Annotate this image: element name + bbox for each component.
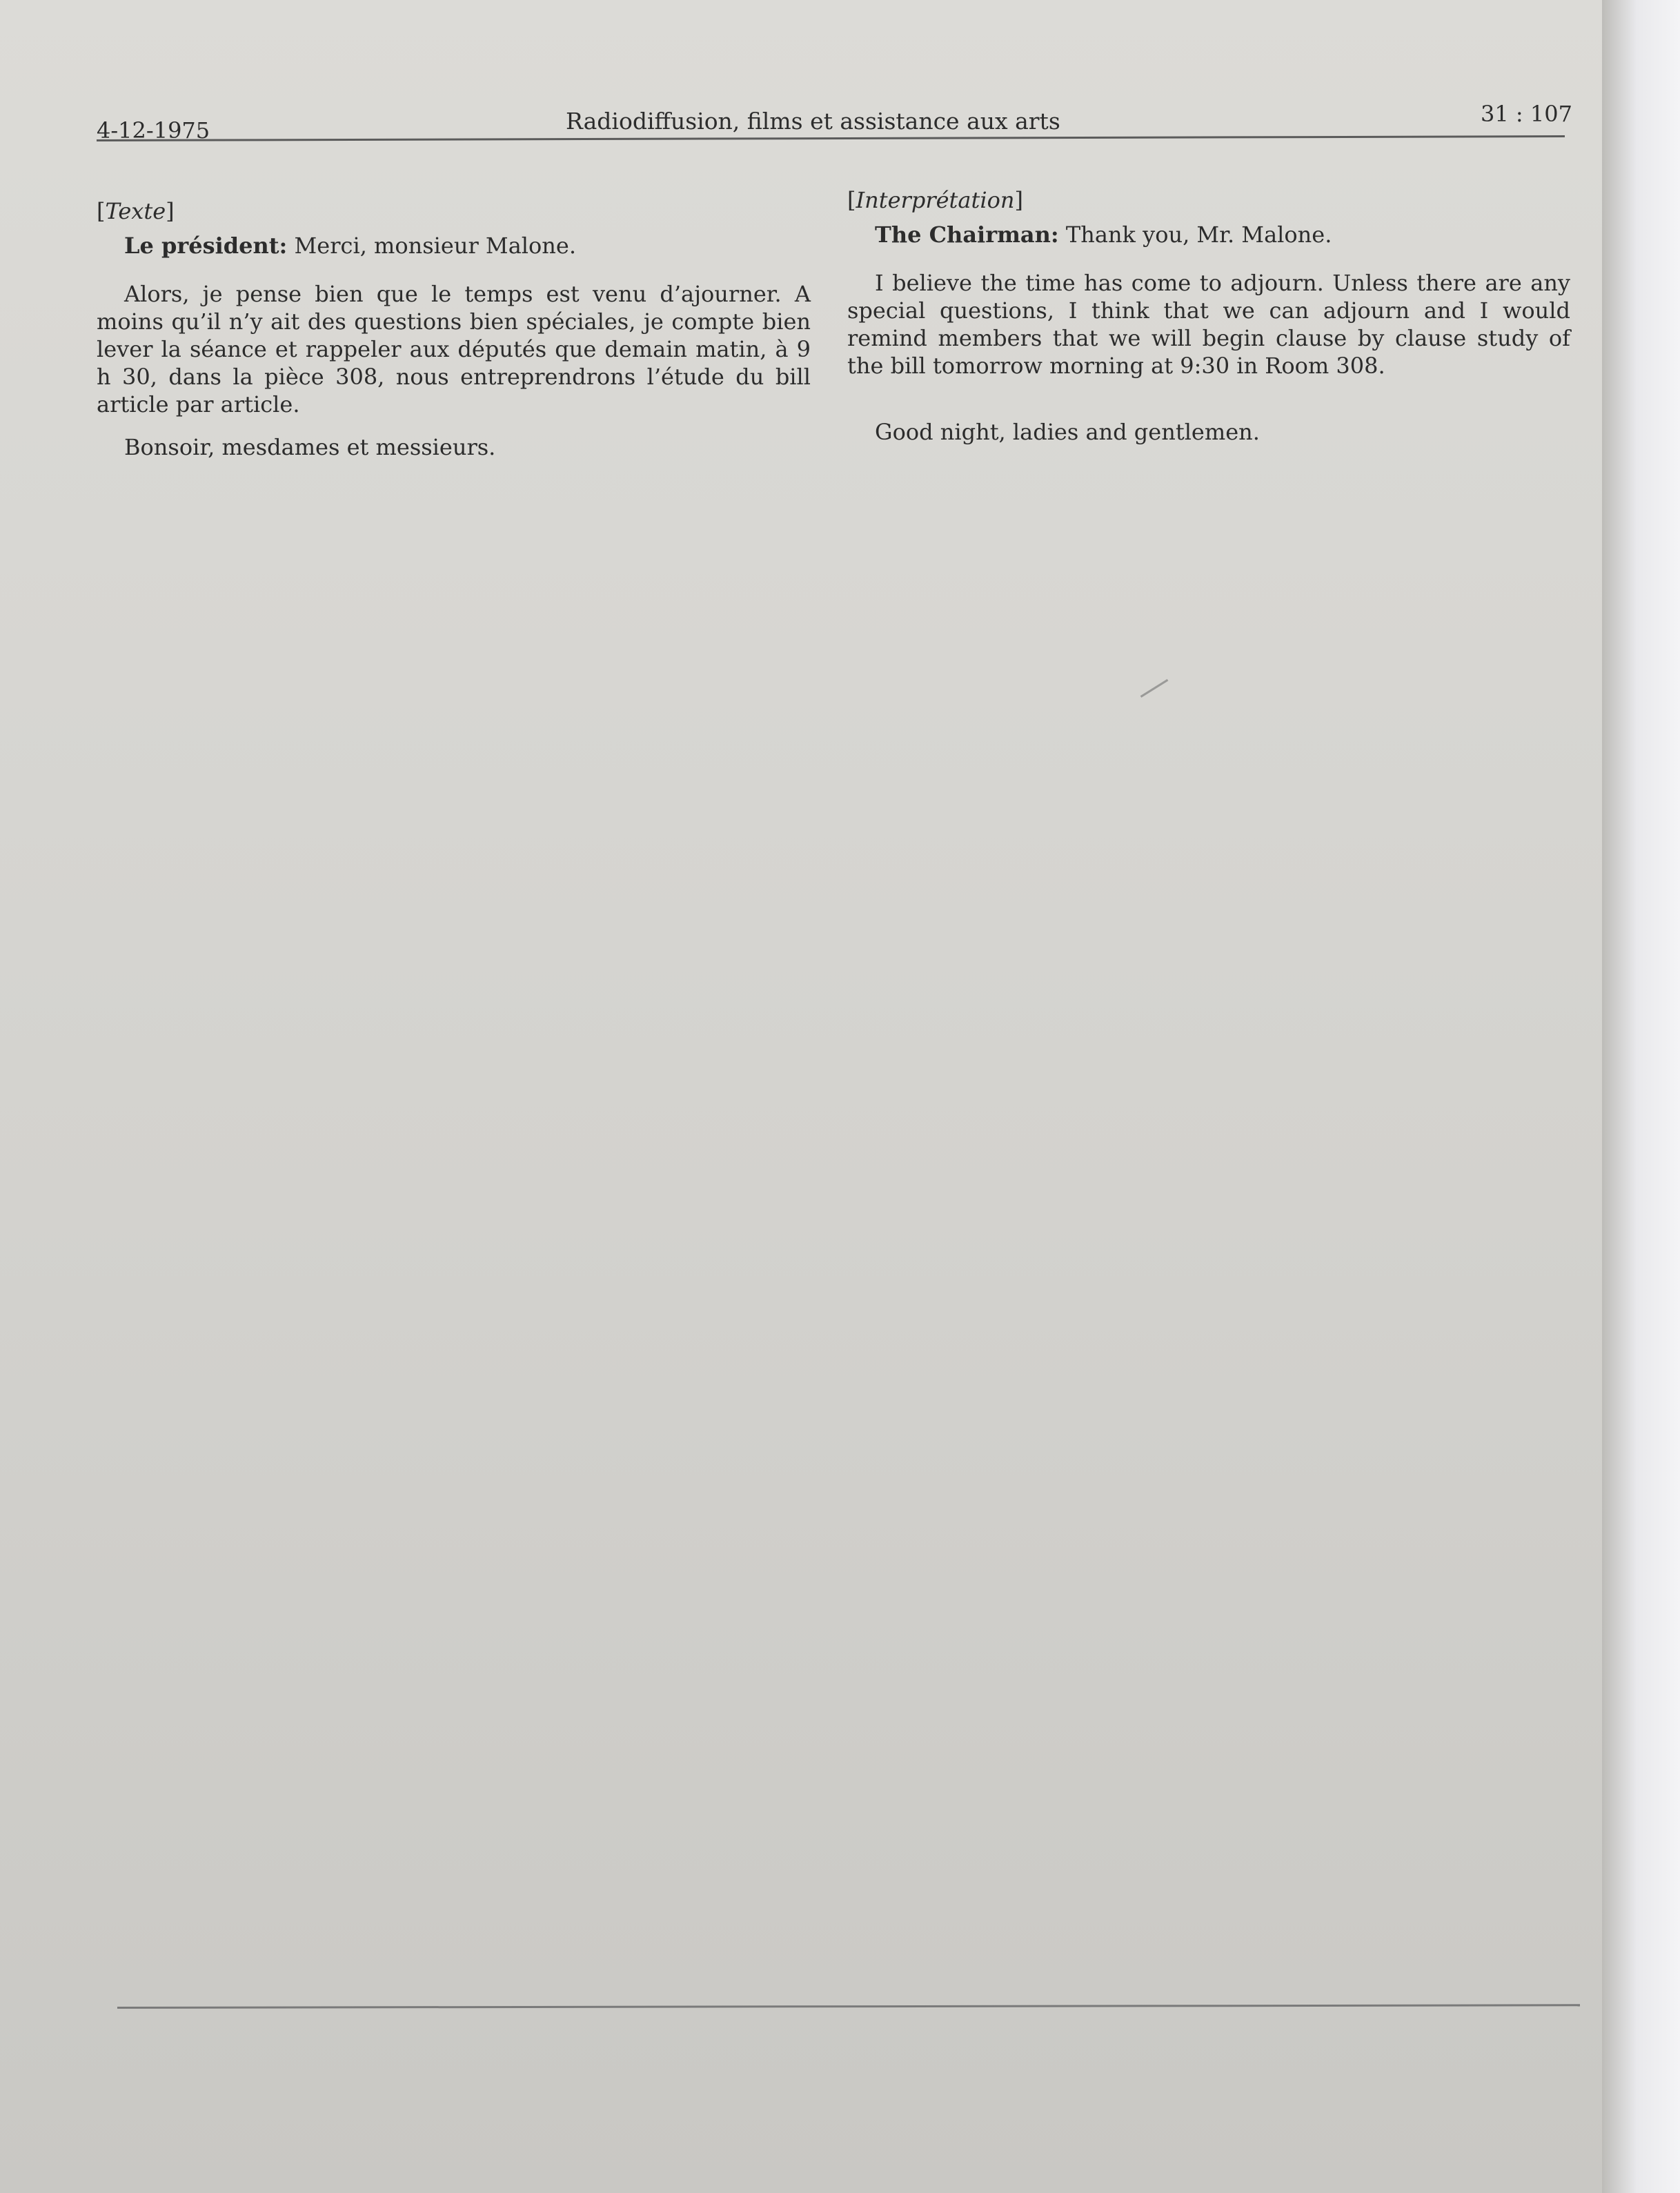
header-date: 4-12-1975 [97,117,210,144]
english-speaker-text: Thank you, Mr. Malone. [1065,222,1332,248]
french-speaker-line [97,232,811,259]
english-column [847,186,1570,461]
english-interpretation-marker: [Interprétation] [847,187,1023,213]
footer-rule [117,2004,1580,2009]
page-edge [1602,0,1680,2193]
french-marker-label: Texte [105,198,166,224]
header-title: Radiodiffusion, films et assistance aux arts [566,108,1060,135]
french-column [97,197,811,476]
english-speaker-name: The Chairman: [875,222,1059,248]
french-paragraph: Alors, je pense bien que le temps est venu d’ajourner. A moins qu’il n’y ait des questions bien spéciales, je compte bien lever la séance et rappeler aux députés que demain matin, à 9 h 30, dans la pièce 308, nous entreprendrons l’étude du bill article par article. [97,281,811,417]
english-paragraph: I believe the time has come to adjourn. Unless there are any special questions, I think that we can adjourn and I would remind members that we will begin clause by clause study of the bill tomorrow morning at 9:30 in Room 308. [847,270,1570,379]
english-speaker-line [847,221,1570,248]
pencil-mark [1140,679,1169,698]
french-closing: Bonsoir, mesdames et messieurs. [124,434,496,460]
french-speaker-name: Le président: [124,233,288,259]
french-speaker-text: Merci, monsieur Malone. [294,233,576,259]
english-closing: Good night, ladies and gentlemen. [875,419,1260,445]
header-rule [97,135,1565,141]
french-text-marker: [Texte] [97,198,175,224]
header-page-number: 31 : 107 [1481,101,1572,127]
english-marker-label: Interprétation [856,187,1015,213]
